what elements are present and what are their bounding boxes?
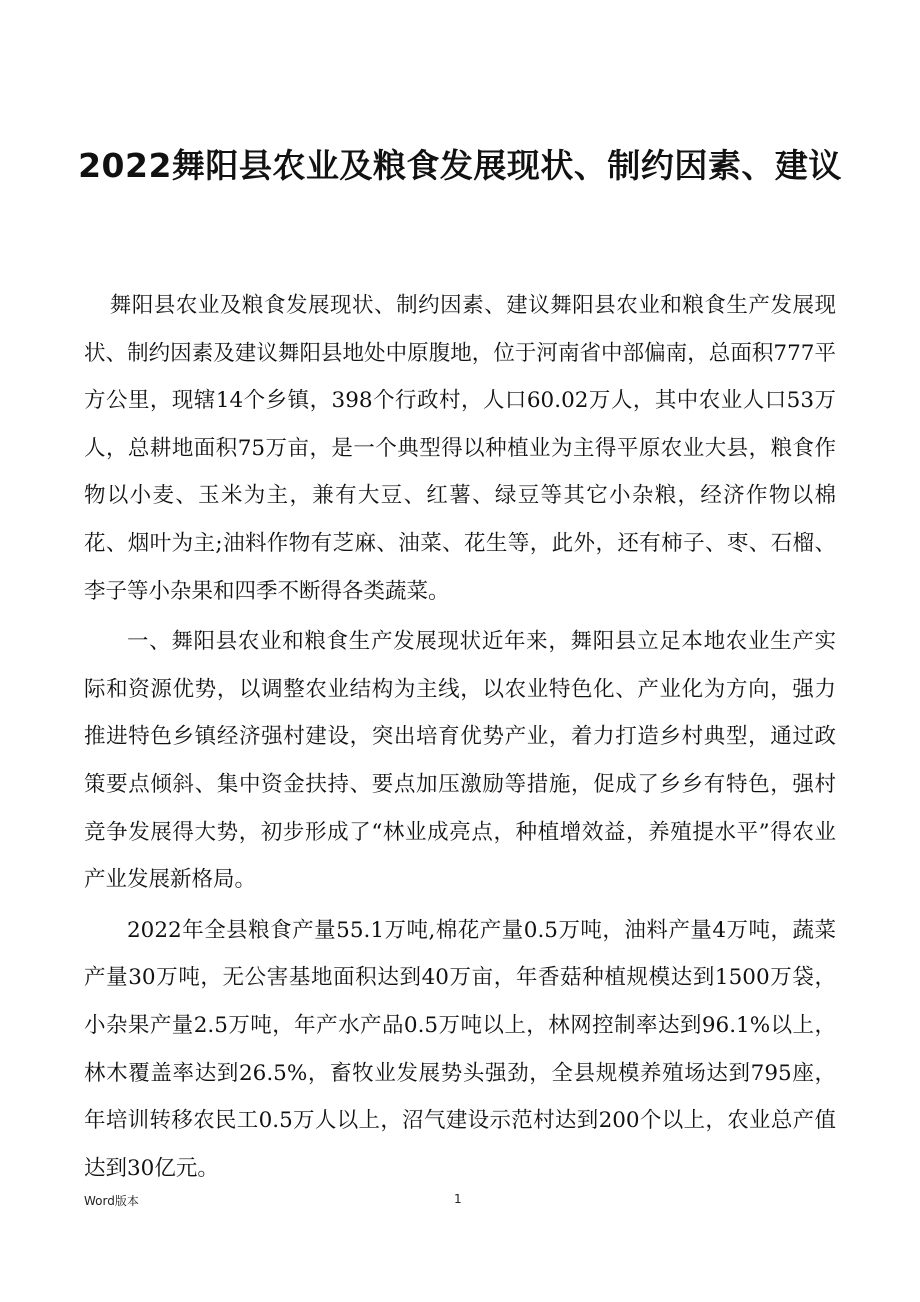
page-footer [84, 1192, 836, 1212]
paragraph-statistics: 2022年全县粮食产量55.1万吨,棉花产量0.5万吨，油料产量4万吨，蔬菜产量30万吨，无公害基地面积达到40万亩，年香菇种植规模达到1500万袋，小杂果产量2.5万吨，年产水产品0.5万吨以上，林网控制率达到96.1%以上，林木覆盖率达到26.5%，畜牧业发展势头强劲，全县规模养殖场达到795座，年培训转移农民工0.5万人以上，沼气建设示范村达到200个以上，农业总产值达到30亿元。 [84, 917, 836, 1181]
footer-page-number: 1 [454, 1192, 462, 1206]
paragraph-intro: 舞阳县农业及粮食发展现状、制约因素、建议舞阳县农业和粮食生产发展现状、制约因素及建议舞阳县地处中原腹地，位于河南省中部偏南，总面积777平方公里，现辖14个乡镇，398个行政村，人口60.02万人，其中农业人口53万人，总耕地面积75万亩，是一个典型得以种植业为主得平原农业大县，粮食作物以小麦、玉米为主，兼有大豆、红薯、绿豆等其它小杂粮，经济作物以棉花、烟叶为主;油料作物有芝麻、油菜、花生等，此外，还有柿子、枣、石榴、李子等小杂果和四季不断得各类蔬菜。 [84, 293, 836, 604]
paragraph-section-one: 一、舞阳县农业和粮食生产发展现状近年来，舞阳县立足本地农业生产实际和资源优势，以调整农业结构为主线，以农业特色化、产业化为方向，强力推进特色乡镇经济强村建设，突出培育优势产业，着力打造乡村典型，通过政策要点倾斜、集中资金扶持、要点加压激励等措施，促成了乡乡有特色，强村竞争发展得大势，初步形成了“林业成亮点，种植增效益，养殖提水平”得农业产业发展新格局。 [84, 629, 836, 893]
footer-version-label: Word版本 [84, 1194, 139, 1208]
document-body [84, 282, 836, 1192]
document-title: 2022舞阳县农业及粮食发展现状、制约因素、建议 [78, 146, 842, 185]
